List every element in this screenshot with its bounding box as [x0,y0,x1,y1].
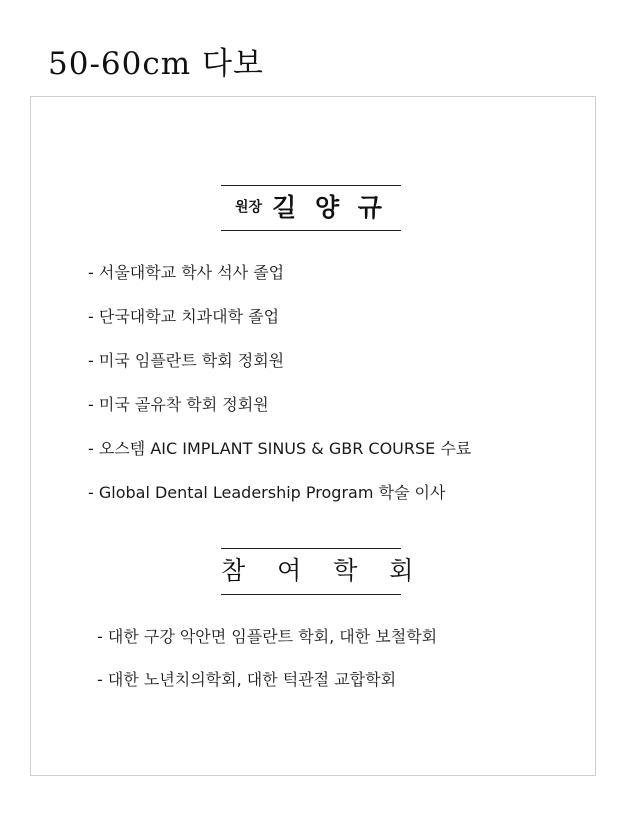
career-item: - 미국 골유착 학회 정회원 [88,395,269,414]
societies-title: 참 여 학 회 [221,556,426,585]
career-item: - 미국 임플란트 학회 정회원 [88,351,285,370]
career-item: - Global Dental Leadership Program 학술 이사 [88,483,446,502]
society-item: - 대한 구강 악안면 임플란트 학회, 대한 보철학회 [97,627,438,646]
director-name: 길 양 규 [272,192,387,222]
society-item: - 대한 노년치의학회, 대한 턱관절 교합학회 [97,670,397,689]
distance-label: 50-60cm 다보 [48,46,264,82]
societies-title-block [221,548,426,595]
director-role: 원장 [235,199,263,216]
career-item: - 서울대학교 학사 석사 졸업 [88,263,285,282]
director-title-block [221,185,401,231]
career-item: - 오스템 AIC IMPLANT SINUS & GBR COURSE 수료 [88,439,472,458]
profile-card [30,96,596,776]
career-item: - 단국대학교 치과대학 졸업 [88,307,280,326]
